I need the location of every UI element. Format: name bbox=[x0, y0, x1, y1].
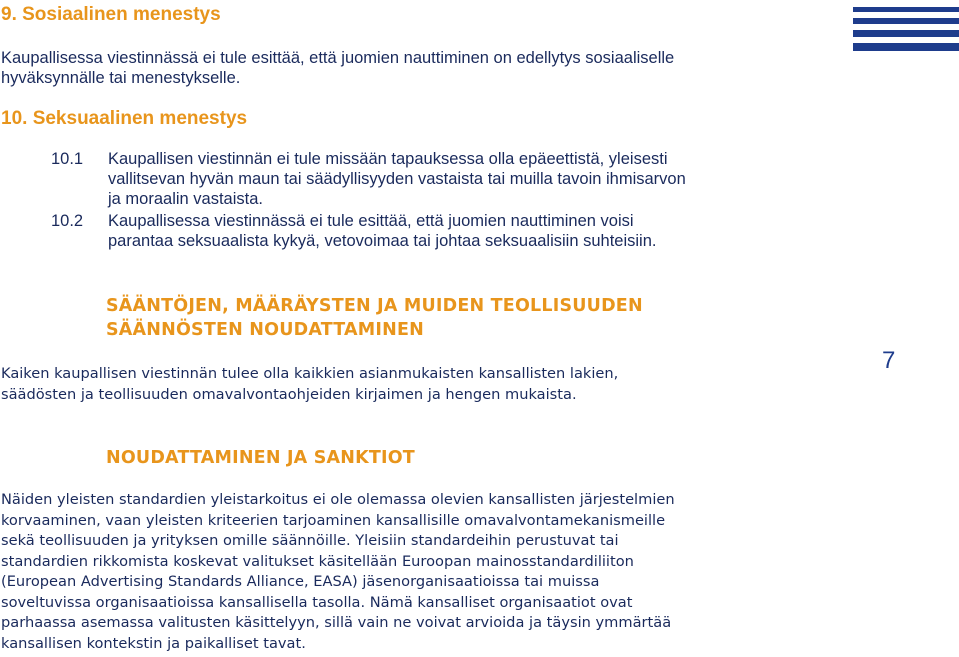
body-line: ja moraalin vastaista. bbox=[108, 190, 263, 208]
item-text bbox=[108, 211, 808, 251]
body-line: parantaa seksuaalista kykyä, vetovoimaa tai johtaa seksuaalisiin suhteisiin. bbox=[108, 232, 657, 250]
list-item-10-2 bbox=[51, 211, 851, 253]
body-line: Kaupallisen viestinnän ei tule missään tapauksessa olla epäeettistä, yleisesti bbox=[108, 150, 668, 168]
body-line: vallitsevan hyvän maun tai säädyllisyyden vastaista tai muilla tavoin ihmisarvon bbox=[108, 170, 686, 188]
logo-stripe bbox=[853, 43, 959, 51]
item-number: 10.2 bbox=[51, 212, 84, 230]
body-line: hyväksynnälle tai menestykselle. bbox=[1, 69, 241, 87]
heading-line: SÄÄNNÖSTEN NOUDATTAMINEN bbox=[106, 320, 424, 340]
body-line: standardien rikkomista koskevat valitukset käsitellään Euroopan mainosstandardiliiton bbox=[1, 552, 634, 570]
section-10-title: 10. Seksuaalinen menestys bbox=[1, 108, 248, 129]
logo-stripe bbox=[853, 30, 959, 37]
list-item-10-1 bbox=[51, 149, 851, 211]
logo-stripe bbox=[853, 18, 959, 24]
compliance-body bbox=[1, 364, 801, 405]
body-line: korvaaminen, vaan yleisten kriteerien tarjoaminen kansallisille omavalvontamekanismeille bbox=[1, 511, 666, 529]
body-line: säädösten ja teollisuuden omavalvontaohjeiden kirjaimen ja hengen mukaista. bbox=[1, 385, 577, 403]
body-line: soveltuvissa organisaatioissa kansallisella tasolla. Nämä kansalliset organisaatiot ovat bbox=[1, 593, 633, 611]
heading-line: SÄÄNTÖJEN, MÄÄRÄYSTEN JA MUIDEN TEOLLISUUDEN bbox=[106, 296, 643, 316]
body-line: Kaiken kaupallisen viestinnän tulee olla kaikkien asianmukaisten kansallisten lakien, bbox=[1, 365, 619, 382]
compliance-heading bbox=[106, 294, 643, 342]
item-number: 10.1 bbox=[51, 150, 84, 168]
body-line: parhaassa asemassa valitusten käsittelyyn, sillä vain ne voivat arvioida ja täysin ymmärtää bbox=[1, 614, 672, 631]
logo-stripe bbox=[853, 7, 959, 12]
section-9-body bbox=[1, 48, 821, 88]
body-line: kansallisen kontekstin ja paikalliset tavat. bbox=[1, 634, 306, 652]
body-line: Kaupallisessa viestinnässä ei tule esittää, että juomien nauttiminen on edellytys sosiaaliselle bbox=[1, 49, 675, 67]
body-line: (European Advertising Standards Alliance, EASA) jäsenorganisaatioissa tai muissa bbox=[1, 573, 600, 590]
section-9-title: 9. Sosiaalinen menestys bbox=[1, 4, 221, 25]
sanctions-body bbox=[1, 490, 901, 654]
item-text bbox=[108, 149, 808, 209]
body-line: sekä teollisuuden ja yrityksen omille säännöille. Yleisiin standardeihin perustuvat tai bbox=[1, 532, 619, 549]
sanctions-heading: NOUDATTAMINEN JA SANKTIOT bbox=[106, 448, 415, 468]
page-number: 7 bbox=[882, 347, 896, 374]
body-line: Näiden yleisten standardien yleistarkoitus ei ole olemassa olevien kansallisten järjestelmien bbox=[1, 491, 675, 508]
body-line: Kaupallisessa viestinnässä ei tule esittää, että juomien nauttiminen voisi bbox=[108, 212, 634, 230]
